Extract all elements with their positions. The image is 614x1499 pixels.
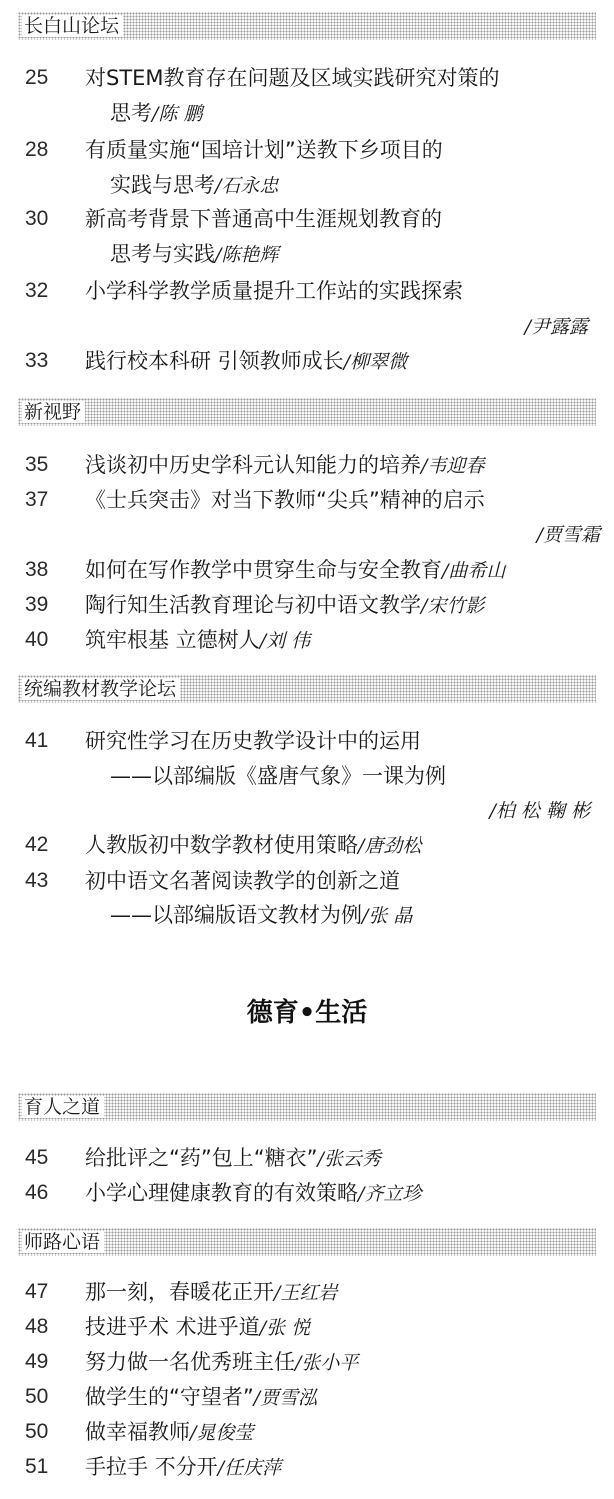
author: /王红岩 (274, 1282, 338, 1304)
page-number: 30 (25, 207, 49, 230)
article-title: 新高考背景下普通高中生涯规划教育的 (85, 207, 442, 231)
article-title: 《士兵突击》对当下教师“尖兵”精神的启示 (85, 488, 485, 512)
section-banner: 德育•生活 (246, 998, 368, 1028)
page-number: 42 (25, 833, 49, 856)
article-title: 做学生的“守望者”/贾雪泓 (85, 1385, 318, 1409)
section-title: 长白山论坛 (22, 15, 123, 37)
article-title: 人教版初中数学教材使用策略/唐劲松 (85, 833, 422, 857)
article-title: 做幸福教师/晁俊莹 (85, 1420, 254, 1444)
page-number: 46 (25, 1181, 49, 1204)
article-title: 浅谈初中历史学科元认知能力的培养/韦迎春 (85, 453, 485, 477)
article-title: 对STEM教育存在问题及区域实践研究对策的 (85, 66, 500, 90)
article-title: 给批评之“药”包上“糖衣”/张云秀 (85, 1146, 381, 1170)
page-number: 40 (25, 628, 49, 651)
article-title-cont: 思考/陈 鹏 (110, 101, 203, 125)
article-title: 小学心理健康教育的有效策略/齐立珍 (85, 1181, 422, 1205)
article-title: 有质量实施“国培计划”送教下乡项目的 (85, 138, 443, 162)
article-title: 如何在写作教学中贯穿生命与安全教育/曲希山 (85, 558, 506, 582)
section-header-xinshiye (18, 398, 596, 426)
author: /陈 鹏 (152, 103, 203, 125)
author: /齐立珍 (358, 1183, 422, 1205)
page-number: 28 (25, 138, 49, 161)
page-number: 47 (25, 1280, 49, 1303)
page-number: 25 (25, 66, 49, 89)
page-number: 50 (25, 1385, 49, 1408)
section-header-tongbian (18, 675, 596, 703)
author: /晁俊莹 (190, 1422, 254, 1444)
author: /石永忠 (215, 175, 279, 197)
article-subtitle: ——以部编版语文教材为例/张 晶 (110, 903, 413, 927)
page-number: 35 (25, 453, 49, 476)
article-title: 手拉手 不分开/任庆萍 (85, 1455, 282, 1479)
author: /张云秀 (317, 1148, 381, 1170)
author: /柏 松 鞠 彬 (489, 800, 590, 822)
page-number: 49 (25, 1350, 49, 1373)
section-header-yuren (18, 1093, 596, 1121)
article-title: 践行校本科研 引领教师成长/柳翠微 (85, 349, 408, 373)
article-title: 那一刻，春暖花正开/王红岩 (85, 1280, 338, 1304)
author: /张 晶 (362, 905, 413, 927)
article-title: 陶行知生活教育理论与初中语文教学/宋竹影 (85, 593, 485, 617)
page-number: 45 (25, 1146, 49, 1169)
article-title-cont: 思考与实践/陈艳辉 (110, 242, 279, 266)
author: /宋竹影 (421, 595, 485, 617)
page-number: 48 (25, 1315, 49, 1338)
section-header-changbaishan (18, 12, 596, 40)
author: /唐劲松 (358, 835, 422, 857)
article-title: 技进乎术 术进乎道/张 悦 (85, 1315, 311, 1339)
author: /张 悦 (259, 1317, 311, 1339)
article-title: 筑牢根基 立德树人/刘 伟 (85, 628, 311, 652)
author: /尹露露 (524, 316, 588, 338)
author: /刘 伟 (259, 630, 311, 652)
author: /陈艳辉 (215, 244, 279, 266)
page-number: 39 (25, 593, 49, 616)
author: /柳翠微 (343, 351, 408, 373)
page-number: 32 (25, 279, 49, 302)
page-number: 43 (25, 869, 49, 892)
section-header-shilu (18, 1228, 596, 1256)
section-title: 新视野 (22, 401, 85, 423)
article-subtitle: ——以部编版《盛唐气象》一课为例 (110, 764, 446, 788)
article-title: 初中语文名著阅读教学的创新之道 (85, 869, 400, 893)
section-title: 育人之道 (22, 1096, 104, 1118)
author: /贾雪泓 (253, 1387, 318, 1409)
article-title-cont: 实践与思考/石永忠 (110, 173, 279, 197)
author: /张小平 (295, 1352, 359, 1374)
author: /任庆萍 (217, 1457, 282, 1479)
article-title: 小学科学教学质量提升工作站的实践探索 (85, 279, 463, 303)
author: /韦迎春 (421, 455, 485, 477)
page-number: 33 (25, 349, 49, 372)
page-number: 50 (25, 1420, 49, 1443)
section-title: 师路心语 (22, 1231, 104, 1253)
page-number: 51 (25, 1455, 49, 1478)
author: /贾雪霜 (536, 524, 600, 546)
article-title: 努力做一名优秀班主任/张小平 (85, 1350, 359, 1374)
section-title: 统编教材教学论坛 (22, 678, 180, 700)
page-number: 38 (25, 558, 49, 581)
author: /曲希山 (442, 560, 506, 582)
article-title: 研究性学习在历史教学设计中的运用 (85, 729, 421, 753)
page-number: 41 (25, 729, 49, 752)
page-number: 37 (25, 488, 49, 511)
